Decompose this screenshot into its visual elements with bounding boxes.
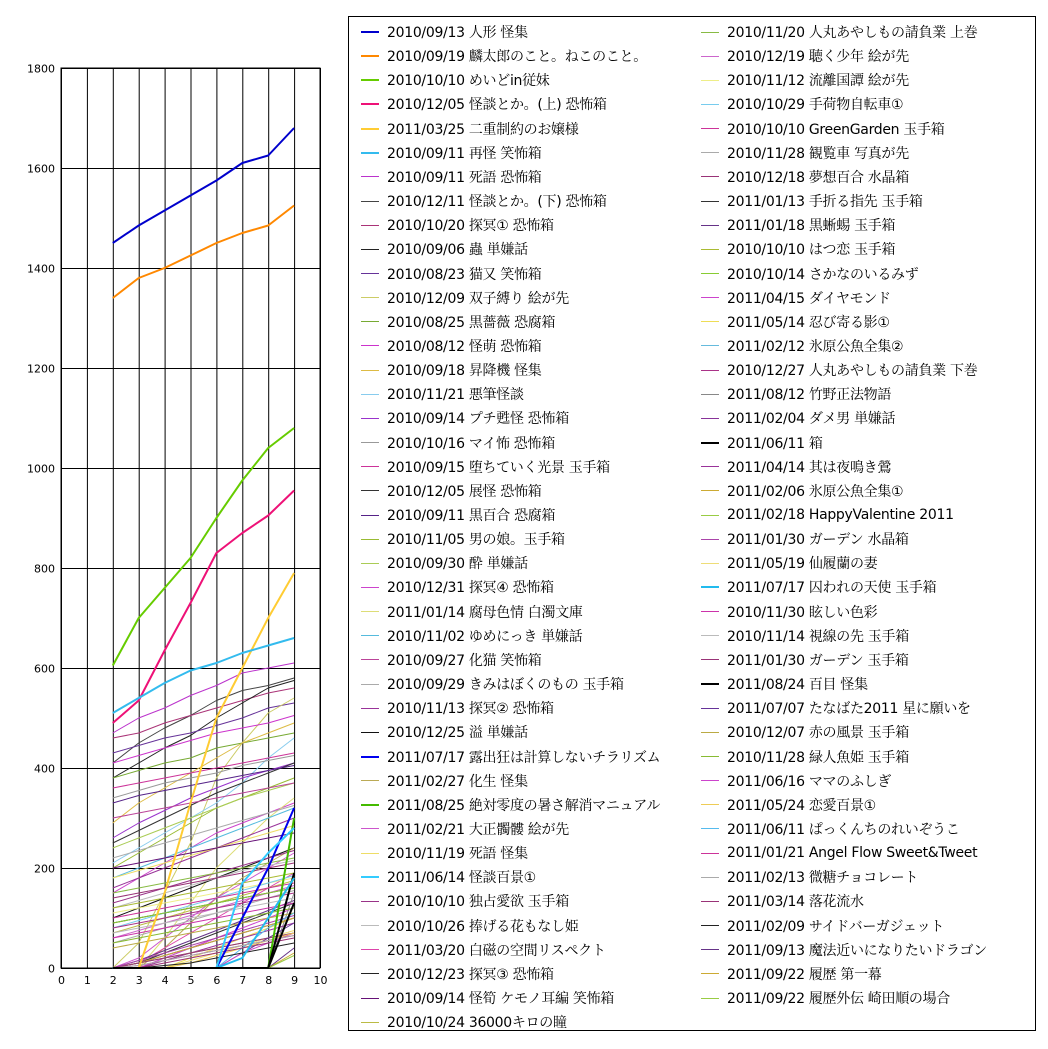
legend-item xyxy=(701,963,882,985)
legend-swatch xyxy=(701,321,719,322)
legend-item xyxy=(701,746,909,768)
legend-label: 2010/11/28 観覧車 写真が先 xyxy=(727,145,909,162)
legend-label: 2010/08/25 黒薔薇 恐腐箱 xyxy=(387,314,556,331)
legend-swatch xyxy=(361,370,379,371)
y-tick-label: 400 xyxy=(34,762,55,776)
legend-label: 2010/08/12 怪萌 恐怖箱 xyxy=(387,338,542,355)
legend-item xyxy=(361,118,578,140)
legend-label: 2010/12/23 探冥③ 恐怖箱 xyxy=(387,966,554,983)
legend-swatch xyxy=(361,949,379,950)
legend-label: 2010/10/14 さかなのいるみず xyxy=(727,266,919,283)
legend-label: 2010/09/14 怪筍 ケモノ耳編 笑怖箱 xyxy=(387,991,615,1007)
x-tick-label: 2 xyxy=(109,974,117,987)
legend-label: 2010/12/09 双子縛り 絵が先 xyxy=(387,290,569,307)
legend-item xyxy=(361,69,550,91)
legend-label: 2010/08/23 猫又 笑怖箱 xyxy=(387,266,542,283)
legend-label: 2010/10/29 手荷物自転車① xyxy=(727,97,904,114)
x-tick-label: 3 xyxy=(135,974,143,987)
legend-item xyxy=(361,794,660,816)
legend-item xyxy=(701,190,923,212)
y-tick-label: 200 xyxy=(34,862,55,876)
legend-label: 2010/09/19 麟太郎のこと。ねこのこと。 xyxy=(387,49,647,66)
legend-swatch xyxy=(701,418,719,419)
legend-label: 2010/12/05 展怪 恐怖箱 xyxy=(387,483,542,500)
legend-label: 2010/10/10 GreenGarden 玉手箱 xyxy=(727,121,945,138)
legend-label: 2011/06/16 ママのふしぎ xyxy=(727,773,892,790)
legend-swatch xyxy=(701,515,719,516)
legend-label: 2010/10/10 はつ恋 玉手箱 xyxy=(727,242,896,259)
legend-label: 2010/12/11 怪談とか。(下) 恐怖箱 xyxy=(387,194,607,211)
legend-label: 2011/09/13 魔法近いになりたいドラゴン xyxy=(727,942,987,959)
legend-swatch xyxy=(361,466,379,467)
legend-item xyxy=(701,601,877,623)
y-tick-label: 600 xyxy=(34,662,55,676)
legend-item xyxy=(701,359,977,381)
legend-label: 2011/06/11 ぱっくんちのれいぞうこ xyxy=(727,821,960,838)
legend-item xyxy=(361,21,528,43)
y-tick-label: 1600 xyxy=(27,162,55,176)
legend-label: 2011/07/07 たなばた2011 星に願いを xyxy=(727,701,971,718)
legend-swatch xyxy=(361,128,379,130)
x-tick-label: 1 xyxy=(83,974,91,987)
legend-label: 2011/02/06 氷原公魚全集① xyxy=(727,483,904,500)
legend-swatch xyxy=(361,780,379,781)
legend-label: 2011/01/14 腐母色情 白濁文庫 xyxy=(387,604,583,621)
legend-label: 2011/08/25 絶対零度の暑さ解消マニュアル xyxy=(387,797,661,814)
legend-item xyxy=(361,287,569,309)
legend-swatch xyxy=(361,515,379,516)
legend-label: 2010/10/26 捧げる花もなし姫 xyxy=(387,918,579,935)
legend-item xyxy=(701,480,903,502)
legend-label: 2010/11/28 緑人魚姫 玉手箱 xyxy=(727,749,909,766)
line-chart xyxy=(0,0,340,1000)
y-tick-label: 1800 xyxy=(27,62,55,76)
legend-item xyxy=(701,890,864,912)
legend-swatch xyxy=(361,79,379,81)
legend-item xyxy=(361,697,554,719)
legend-item xyxy=(701,432,823,454)
legend-swatch xyxy=(701,104,719,105)
legend-swatch xyxy=(361,394,379,395)
legend-item xyxy=(361,890,569,912)
legend-swatch xyxy=(701,297,719,298)
legend-swatch xyxy=(361,321,379,322)
legend-label: 2011/03/20 白磁の空間リスペクト xyxy=(387,942,606,959)
legend-label: 2010/11/02 ゆめにっき 単嫌話 xyxy=(387,628,583,645)
legend-label: 2010/09/06 蟲 単嫌話 xyxy=(387,242,528,259)
x-tick-label: 0 xyxy=(58,974,65,987)
legend-swatch xyxy=(361,201,379,202)
legend-item xyxy=(701,142,909,164)
legend-swatch xyxy=(701,708,719,709)
legend-swatch xyxy=(701,442,719,444)
legend-swatch xyxy=(361,659,379,660)
legend-swatch xyxy=(361,998,379,999)
legend-swatch xyxy=(701,128,719,129)
legend-label: 2010/11/21 悪筆怪談 xyxy=(387,387,524,404)
legend-label: 2010/10/16 マイ怖 恐怖箱 xyxy=(387,435,555,452)
legend-swatch xyxy=(701,804,719,805)
legend-label: 2011/02/18 HappyValentine 2011 xyxy=(727,507,954,523)
legend-swatch xyxy=(701,466,719,467)
y-tick-label: 1000 xyxy=(27,462,55,476)
y-tick-label: 0 xyxy=(48,962,55,976)
legend-swatch xyxy=(361,587,379,588)
legend-item xyxy=(701,673,868,695)
legend-item xyxy=(361,238,528,260)
legend-item xyxy=(701,238,895,260)
legend-label: 2011/08/24 百目 怪集 xyxy=(727,677,868,694)
legend-swatch xyxy=(361,732,379,733)
legend-label: 2011/03/25 二重制約のお嬢様 xyxy=(387,121,579,138)
legend-swatch xyxy=(701,345,719,346)
legend-item xyxy=(361,311,555,333)
legend-swatch xyxy=(701,201,719,202)
legend-item xyxy=(361,214,554,236)
legend-swatch xyxy=(701,780,719,781)
legend-swatch xyxy=(701,683,719,685)
legend-swatch xyxy=(361,901,379,902)
legend-item xyxy=(701,987,950,1009)
legend-swatch xyxy=(361,973,379,974)
y-tick-label: 800 xyxy=(34,562,55,576)
legend-swatch xyxy=(361,804,379,806)
legend-item xyxy=(701,21,977,43)
legend-item xyxy=(361,142,542,164)
x-tick-label: 5 xyxy=(187,974,195,987)
legend-label: 2010/09/30 酔 単嫌話 xyxy=(387,556,528,573)
legend-item xyxy=(701,842,977,864)
legend-item xyxy=(701,383,891,405)
legend-label: 2010/11/20 人丸あやしもの請負業 上巻 xyxy=(727,25,978,41)
legend-swatch xyxy=(701,949,719,950)
legend-label: 2010/12/31 探冥④ 恐怖箱 xyxy=(387,580,554,597)
legend-swatch xyxy=(701,925,719,926)
y-tick-label: 1200 xyxy=(27,362,55,376)
legend-swatch xyxy=(701,490,719,491)
legend-item xyxy=(361,987,614,1009)
legend-label: 2010/09/13 人形 怪集 xyxy=(387,25,528,41)
legend-item xyxy=(701,69,909,91)
legend-swatch xyxy=(361,55,379,57)
legend-item xyxy=(701,311,890,333)
legend-item xyxy=(361,45,647,67)
legend-swatch xyxy=(361,708,379,709)
legend-item xyxy=(701,287,891,309)
legend-swatch xyxy=(361,539,379,540)
legend-swatch xyxy=(701,563,719,564)
legend-swatch xyxy=(701,998,719,999)
legend-label: 2010/11/19 死語 怪集 xyxy=(387,846,528,863)
legend-label: 2010/10/10 めいどin従妹 xyxy=(387,73,550,90)
legend-swatch xyxy=(361,273,379,274)
legend-label: 2010/10/10 独占愛欲 玉手箱 xyxy=(387,894,569,911)
legend-label: 2011/02/27 化生 怪集 xyxy=(387,773,528,790)
legend-label: 2010/11/30 眩しい色彩 xyxy=(727,604,878,621)
legend-label: 2011/02/21 大正髑髏 絵が先 xyxy=(387,821,569,838)
legend-label: 2010/12/07 赤の風景 玉手箱 xyxy=(727,725,909,742)
legend-item xyxy=(361,963,554,985)
legend-label: 2010/11/13 探冥② 恐怖箱 xyxy=(387,701,554,718)
legend-item xyxy=(701,915,944,937)
legend-item xyxy=(361,866,536,888)
legend-item xyxy=(701,721,909,743)
x-tick-label: 4 xyxy=(161,974,169,987)
legend-label: 2011/01/21 Angel Flow Sweet&Tweet xyxy=(727,845,978,862)
legend-label: 2010/12/27 人丸あやしもの請負業 下巻 xyxy=(727,363,978,380)
y-tick-label: 1400 xyxy=(27,262,55,276)
legend-label: 2011/02/12 氷原公魚全集② xyxy=(727,338,904,355)
legend-item xyxy=(361,552,528,574)
legend-swatch xyxy=(701,586,719,588)
legend-label: 2010/09/27 化猫 笑怖箱 xyxy=(387,652,542,669)
legend-item xyxy=(361,359,542,381)
legend-label: 2010/12/19 聴く少年 絵が先 xyxy=(727,49,909,66)
legend-swatch xyxy=(701,732,719,733)
legend-label: 2010/09/11 再怪 笑怖箱 xyxy=(387,145,542,162)
legend-swatch xyxy=(361,1022,379,1023)
legend-swatch xyxy=(361,345,379,346)
legend-swatch xyxy=(361,176,379,177)
legend-item xyxy=(361,721,528,743)
legend-swatch xyxy=(701,152,719,153)
legend-swatch xyxy=(701,32,719,33)
chart-grid xyxy=(61,68,321,969)
legend-item xyxy=(701,697,971,719)
legend-item xyxy=(361,504,555,526)
legend-item xyxy=(361,335,542,357)
legend-item xyxy=(701,456,891,478)
legend-swatch xyxy=(361,853,379,854)
legend-item xyxy=(361,456,610,478)
legend-item xyxy=(361,190,607,212)
legend-label: 2011/01/18 黒蜥蜴 玉手箱 xyxy=(727,218,896,235)
legend-swatch xyxy=(701,635,719,636)
legend-swatch xyxy=(701,176,719,177)
legend-swatch xyxy=(361,684,379,685)
legend-item xyxy=(361,939,606,961)
legend-label: 2011/02/04 ダメ男 単嫌話 xyxy=(727,411,896,428)
legend-swatch xyxy=(701,80,719,81)
x-tick-label: 7 xyxy=(239,974,247,987)
legend-item xyxy=(361,601,583,623)
legend-label: 2011/07/17 露出狂は計算しないチラリズム xyxy=(387,749,661,766)
legend-item xyxy=(701,166,909,188)
x-tick-label: 9 xyxy=(291,974,299,987)
legend-label: 2011/05/14 忍び寄る影① xyxy=(727,314,890,331)
legend-swatch xyxy=(361,828,379,829)
x-tick-label: 6 xyxy=(213,974,221,987)
legend-label: 2010/09/14 プチ甦怪 恐怖箱 xyxy=(387,411,569,428)
legend-item xyxy=(361,625,582,647)
legend-item xyxy=(361,746,660,768)
legend-item xyxy=(701,504,954,526)
legend-label: 2011/04/15 ダイヤモンド xyxy=(727,290,891,307)
legend-swatch xyxy=(701,877,719,878)
legend-swatch xyxy=(361,31,379,33)
legend-label: 2011/01/13 手折る指先 玉手箱 xyxy=(727,194,923,211)
legend-item xyxy=(701,45,909,67)
legend-swatch xyxy=(701,394,719,395)
legend-item xyxy=(701,770,891,792)
legend-swatch xyxy=(701,249,719,250)
legend-label: 2011/08/12 竹野正法物語 xyxy=(727,387,892,404)
legend-swatch xyxy=(361,876,379,878)
legend-swatch xyxy=(701,828,719,829)
legend-swatch xyxy=(701,853,719,854)
legend-label: 2010/09/15 堕ちていく光景 玉手箱 xyxy=(387,459,610,476)
legend-item xyxy=(361,528,565,550)
legend-item xyxy=(701,649,909,671)
legend-label: 2011/05/24 恋愛百景① xyxy=(727,797,876,814)
legend-item xyxy=(701,939,987,961)
legend-swatch xyxy=(361,225,379,226)
legend-swatch xyxy=(361,297,379,298)
legend-swatch xyxy=(361,103,379,105)
legend-item xyxy=(701,528,909,550)
legend-swatch xyxy=(701,611,719,612)
legend-item xyxy=(361,263,542,285)
legend-item xyxy=(361,1011,567,1033)
legend-item xyxy=(701,576,936,598)
legend-swatch xyxy=(701,370,719,371)
legend-label: 2011/01/30 ガーデン 玉手箱 xyxy=(727,652,909,669)
legend-label: 2010/10/20 探冥① 恐怖箱 xyxy=(387,218,554,235)
legend-swatch xyxy=(701,539,719,540)
legend-item xyxy=(361,576,554,598)
legend-swatch xyxy=(361,635,379,636)
legend-item xyxy=(361,166,542,188)
legend-item xyxy=(701,866,918,888)
legend-label: 2010/12/05 怪談とか。(上) 恐怖箱 xyxy=(387,97,607,114)
legend-swatch xyxy=(701,973,719,974)
legend-label: 2010/09/18 昇降機 怪集 xyxy=(387,363,542,380)
legend-label: 2010/09/11 死語 恐怖箱 xyxy=(387,169,542,186)
legend-swatch xyxy=(701,273,719,274)
legend-item xyxy=(361,818,569,840)
x-tick-label: 10 xyxy=(313,974,328,987)
legend-swatch xyxy=(701,659,719,660)
legend-label: 2011/04/14 其は夜鳴き鶯 xyxy=(727,459,892,476)
legend-label: 2010/12/25 溢 単嫌話 xyxy=(387,725,528,742)
legend-item xyxy=(701,335,903,357)
legend-label: 2010/11/14 視線の先 玉手箱 xyxy=(727,628,909,645)
legend-swatch xyxy=(361,611,379,612)
legend-item xyxy=(701,625,909,647)
legend-label: 2011/09/22 履歴外伝 崎田順の場合 xyxy=(727,991,950,1007)
legend-swatch xyxy=(361,442,379,443)
legend-swatch xyxy=(361,563,379,564)
legend-item xyxy=(361,649,542,671)
legend-swatch xyxy=(701,225,719,226)
legend-label: 2011/02/13 微糖チョコレート xyxy=(727,870,919,887)
legend-swatch xyxy=(361,756,379,758)
legend-label: 2010/11/12 流離国譚 絵が先 xyxy=(727,73,909,90)
legend-swatch xyxy=(361,418,379,419)
legend-label: 2010/12/18 夢想百合 水晶箱 xyxy=(727,169,909,186)
legend-label: 2010/09/11 黒百合 恐腐箱 xyxy=(387,508,556,524)
legend-item xyxy=(361,842,528,864)
legend-item xyxy=(361,915,578,937)
legend-item xyxy=(701,118,945,140)
legend-label: 2010/09/29 きみはぼくのもの 玉手箱 xyxy=(387,677,624,694)
legend-item xyxy=(361,93,607,115)
legend-item xyxy=(361,480,542,502)
legend-item xyxy=(701,818,960,840)
x-tick-label: 8 xyxy=(265,974,273,987)
legend-label: 2011/06/14 怪談百景① xyxy=(387,870,536,887)
legend-label: 2011/06/11 箱 xyxy=(727,435,823,452)
legend-swatch xyxy=(701,756,719,757)
legend-label: 2011/05/19 仙履蘭の妻 xyxy=(727,556,878,573)
legend-label: 2011/01/30 ガーデン 水晶箱 xyxy=(727,532,909,549)
chart-legend xyxy=(348,16,1036,1031)
legend-swatch xyxy=(361,249,379,250)
legend-swatch xyxy=(361,925,379,926)
legend-item xyxy=(361,407,569,429)
legend-swatch xyxy=(701,901,719,902)
legend-item xyxy=(361,432,555,454)
legend-item xyxy=(701,407,895,429)
legend-label: 2011/02/09 サイドバーガジェット xyxy=(727,918,945,935)
legend-label: 2011/09/22 履歴 第一幕 xyxy=(727,966,882,983)
legend-swatch xyxy=(361,490,379,491)
legend-item xyxy=(701,263,918,285)
legend-item xyxy=(361,383,524,405)
legend-item xyxy=(701,93,903,115)
legend-item xyxy=(701,552,877,574)
legend-item xyxy=(361,770,528,792)
legend-swatch xyxy=(701,56,719,57)
legend-label: 2011/07/17 囚われの天使 玉手箱 xyxy=(727,580,937,597)
legend-label: 2011/03/14 落花流水 xyxy=(727,894,864,911)
legend-label: 2010/11/05 男の娘。玉手箱 xyxy=(387,532,565,549)
legend-item xyxy=(701,214,895,236)
legend-item xyxy=(361,673,624,695)
legend-item xyxy=(701,794,876,816)
legend-label: 2010/10/24 36000キロの瞳 xyxy=(387,1015,567,1032)
legend-swatch xyxy=(361,152,379,154)
